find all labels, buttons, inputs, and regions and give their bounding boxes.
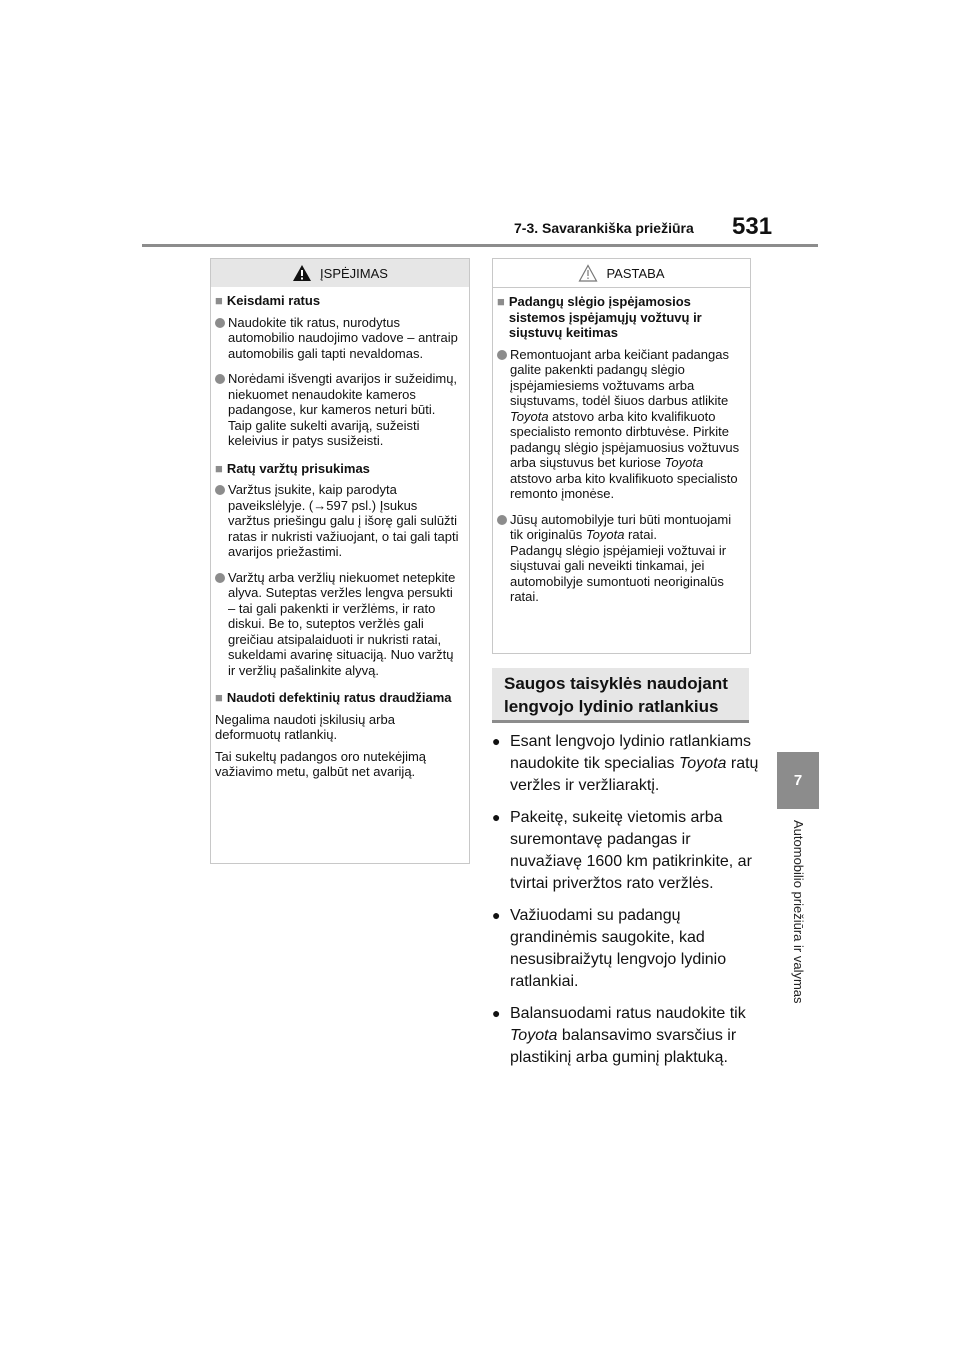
warning-box <box>210 258 470 864</box>
chapter-tab[interactable] <box>777 752 819 809</box>
bullet-icon: ● <box>492 907 501 923</box>
square-bullet-icon: ■ <box>215 293 223 308</box>
warning-header <box>211 259 469 287</box>
warning-body <box>211 287 469 788</box>
page-number: 531 <box>732 213 773 240</box>
notice-body <box>493 288 750 613</box>
warning-section-heading: ■ Ratų varžtų prisukimas <box>215 460 370 476</box>
round-bullet-icon <box>497 515 507 525</box>
square-bullet-icon: ■ <box>215 690 223 705</box>
list-item: Naudokite tik ratus, nurodytus automobilio naudojimo vadove – antraip automobilis gali tapti nevaldomas. <box>215 315 461 362</box>
chapter-label: Automobilio priežiūra ir valymas <box>791 820 806 1004</box>
round-bullet-icon <box>215 573 225 583</box>
list-item: ● Esant lengvojo lydinio ratlankiams naudokite tik specialias Toyota ratų veržles ir veržliaraktį. <box>492 731 762 797</box>
paragraph: Negalima naudoti įskilusių arba deformuotų ratlankių. <box>215 711 395 742</box>
notice-triangle-icon <box>578 264 598 282</box>
list-item: ● Pakeitę, sukeitę vietomis arba suremontavę padangas ir nuvažiavę 1600 km patikrinkite, ar tvirtai priveržtos rato veržlės. <box>492 807 762 895</box>
notice-title: PASTABA <box>606 265 665 281</box>
warning-section-heading: ■ Keisdami ratus <box>215 293 321 308</box>
bullet-icon: ● <box>492 1005 501 1021</box>
warning-section-heading: ■ Naudoti defektinių ratus draudžiama <box>215 690 452 705</box>
notice-header <box>493 259 750 288</box>
running-header: 7-3. Savarankiška priežiūra <box>514 220 694 236</box>
round-bullet-icon <box>497 350 507 360</box>
round-bullet-icon <box>215 318 225 328</box>
list-item: Jūsų automobilyje turi būti montuojami tik originalūs Toyota ratai. Padangų slėgio įspėjamieji vožtuvai ir siųstuvai gali neveikti tinkamai, jei automobilyje sumontuoti neoriginalūs ratai. <box>497 512 742 605</box>
square-bullet-icon: ■ <box>215 460 223 476</box>
header-divider <box>142 244 818 247</box>
list-item: Remontuojant arba keičiant padangas galite pakenkti padangų slėgio įspėjamiesiems vožtuvams arba siųstuvams, todėl šiuos darbus atlikite Toyota atstovo arba kito kvalifikuoto specialisto remonto dirbtuvėse. Pirkite padangų slėgio įspėjamuosius vožtuvus arba siųstuvus bet kuriose Toyota atstovo arba kito kvalifikuoto specialisto remonto įmonėse. <box>497 347 742 502</box>
warning-triangle-icon <box>292 264 312 282</box>
round-bullet-icon <box>215 485 225 495</box>
section-title: Saugos taisyklės naudojant lengvojo lydinio ratlankius <box>492 668 749 723</box>
notice-section-heading: ■ Padangų slėgio įspėjamosios sistemos įspėjamųjų vožtuvų ir siųstuvų keitimas <box>497 294 702 340</box>
list-item: Varžtus įsukite, kaip parodyta paveikslėlyje. (→597 psl.) Įsukus varžtus priešingu galu į išorę gali sulūžti ratas ir nukristi važiuojant, o tai gali tapti avarijos priežastimi. <box>215 482 461 560</box>
paragraph: Tai sukeltų padangos oro nutekėjimą važiavimo metu, galbūt net avariją. <box>215 748 427 779</box>
list-item: ● Važiuodami su padangų grandinėmis saugokite, kad nesusibraižytų lengvojo lydinio ratlankiai. <box>492 905 762 993</box>
main-bullet-list <box>492 731 762 1079</box>
list-item: ● Balansuodami ratus naudokite tik Toyota balansavimo svarsčius ir plastikinį arba guminį plaktuką. <box>492 1003 762 1069</box>
square-bullet-icon: ■ <box>497 294 505 309</box>
notice-box <box>492 258 751 654</box>
bullet-icon: ● <box>492 809 501 825</box>
list-item: Norėdami išvengti avarijos ir sužeidimų, niekuomet nenaudokite kameros padangose, kur kameros neturi būti. Taip galite sukelti avariją, sužeisti keleivius ir patys susižeisti. <box>215 371 461 449</box>
round-bullet-icon <box>215 374 225 384</box>
list-item: Varžtų arba veržlių niekuomet netepkite alyva. Suteptas veržles lengva persukti – tai gali pakenkti ir veržlėms, ir rato diskui. Be to, suteptos veržlės gali greičiau atsipalaiduoti ir nukristi ratai, sukeldami avarinę situaciją. Nuo varžtų ir veržlių pašalinkite alyvą. <box>215 570 461 679</box>
bullet-icon: ● <box>492 733 501 749</box>
chapter-number: 7 <box>793 772 803 789</box>
warning-title: ĮSPĖJIMAS <box>320 265 388 281</box>
